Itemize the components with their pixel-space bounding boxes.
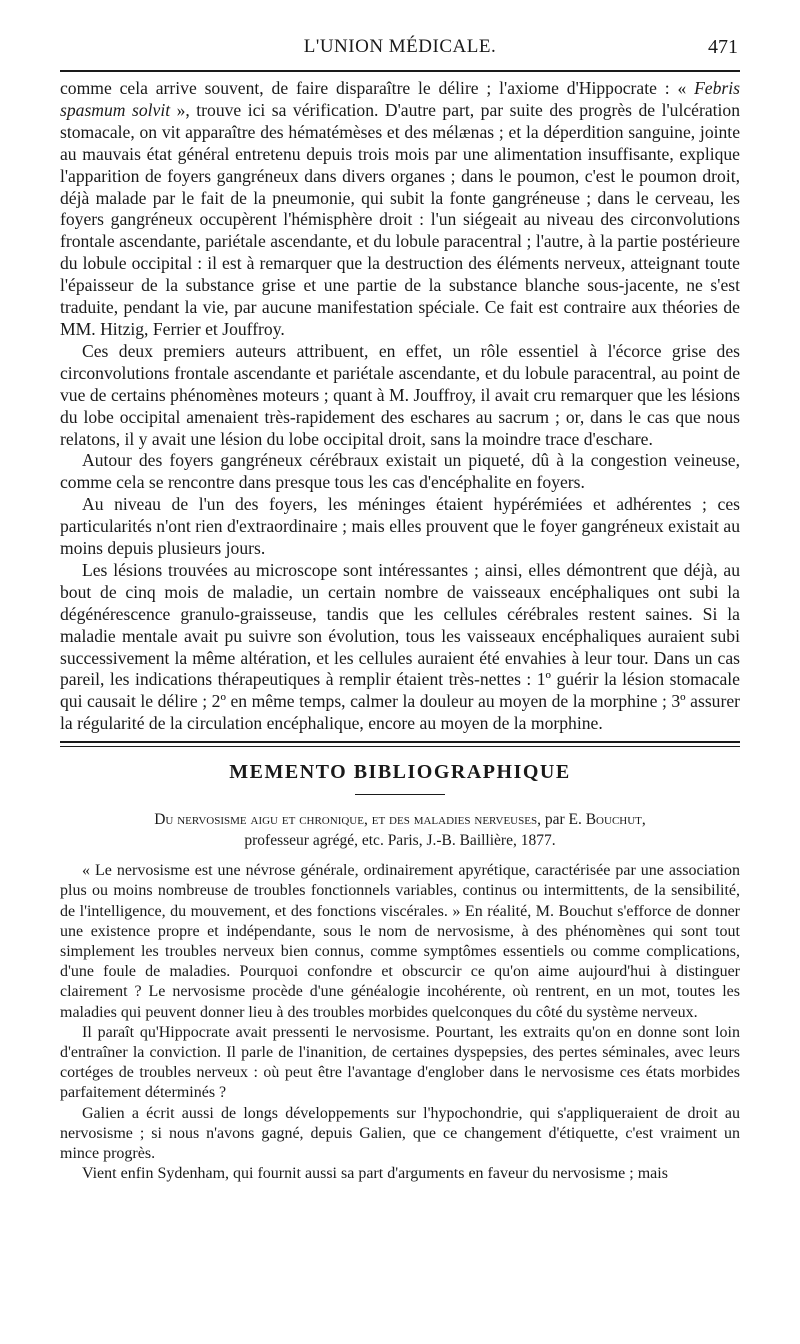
book-title: Du nervosisme aigu et chronique, et des maladies nerveuses, [154, 811, 541, 829]
article-paragraph-1-start: comme cela arrive souvent, de faire disparaître le délire ; l'axiome d'Hippocrate : « [60, 78, 695, 98]
running-header [60, 34, 740, 68]
section-title-rule [355, 794, 445, 795]
article-paragraph-5: Les lésions trouvées au microscope sont intéressantes ; ainsi, elles démontrent que déjà, au bout de cinq mois de maladie, un certain nombre de vaisseaux encéphaliques ont subi la dégénérescence granulo-graisseuse, tandis que les cellules cérébrales restent saines. Si la maladie mentale avait pu suivre son évolution, tous les vaisseaux encéphaliques auraient subi successivement la même altération, et les cellules auraient été envahies à leur tour. Dans un cas pareil, les indications thérapeutiques à remplir étaient très-nettes : 1º guérir la lésion stomacale qui causait le délire ; 2º en même temps, calmer la douleur au moyen de la morphine ; 3º assurer la régularité de la circulation encéphalique, encore au moyen de la morphine. [60, 559, 740, 734]
review-body [60, 861, 740, 1184]
review-paragraph-4: Vient enfin Sydenham, qui fournit aussi sa part d'arguments en faveur du nervosisme ; mais [82, 1165, 668, 1183]
header-rule [60, 70, 740, 72]
journal-page [60, 34, 740, 1184]
section-title: MEMENTO BIBLIOGRAPHIQUE [229, 761, 571, 784]
review-paragraph-3: Galien a écrit aussi de longs développements sur l'hypochondrie, qui s'appliqueraient de droit au nervosisme ; si nous n'avons gagné, depuis Galien, que ce changement d'étiquette, c'est vraiment un mince progrès. [60, 1104, 740, 1163]
section-divider [60, 741, 740, 747]
book-author: E. Bouchut, [568, 811, 646, 829]
book-by: par [540, 811, 569, 829]
article-paragraph-1-end: », trouve ici sa vérification. D'autre part, par suite des progrès de l'ulcération stomacale, on vit apparaître des hématémèses et des mélænas ; et la déperdition sanguine, jointe au mauvais état général entretenu depuis trois mois par une alimentation insuffisante, explique l'apparition de foyers gangréneux dans divers organes ; dans le poumon, c'est le poumon droit, déjà malade par le fait de la pneumonie, qui subit la fonte gangréneuse ; dans le cerveau, les foyers gangréneux occupèrent l'hémisphère droit : l'un siégeait au niveau des circonvolutions frontale ascendante, pariétale ascendante, et du lobule paracentral ; l'autre, à la partie postérieure du lobule occipital : il est à remarquer que la destruction des éléments nerveux, atteignant toute l'épaisseur de la substance grise et une partie de la substance blanche sous-jacente, ne s'est traduite, pendant la vie, par aucune manifestation spéciale. Ce fait est contraire aux théories de MM. Hitzig, Ferrier et Jouffroy. [60, 99, 740, 339]
review-paragraph-1: « Le nervosisme est une névrose générale, ordinairement apyrétique, caractérisée par une association plus ou moins nombreuse de troubles fonctionnels variables, continus ou intermittents, de la sensibilité, de l'intelligence, du mouvement, et des fonctions viscérales. » En réalité, M. Bouchut s'efforce de donner une existence propre et indépendante, sous le nom de nervosisme, à des phénomènes qui sont tout simplement les troubles nerveux bien connus, comme symptômes essentiels ou comme complications, d'une foule de maladies. Pourquoi confondre et obscurcir ce qu'on aime aujourd'hui à distinguer clairement ? Le nervosisme procède d'une généalogie incohérente, où rentrent, en un mot, toutes les maladies qui peuvent donner lieu à des troubles morbides quelconques du côté du système nerveux. [60, 862, 740, 1021]
article-paragraph-3: Autour des foyers gangréneux cérébraux existait un piqueté, dû à la congestion veineuse, comme cela se rencontre dans presque tous les cas d'encéphalite en foyers. [60, 450, 740, 493]
article-paragraph-4: Au niveau de l'un des foyers, les méninges étaient hypérémiées et adhérentes ; ces particularités n'ont rien d'extraordinaire ; mais elles prouvent que le foyer gangréneux existait au moins depuis plusieurs jours. [60, 494, 740, 559]
journal-title: L'UNION MÉDICALE. [303, 36, 497, 57]
article-body [60, 78, 740, 735]
review-paragraph-2: Il paraît qu'Hippocrate avait pressenti le nervosisme. Pourtant, les extraits qu'on en donne sont loin d'entraîner la conviction. Il parle de l'inanition, de certaines dyspepsies, des pertes séminales, avec leurs cortéges de troubles nerveux : où peut être l'avantage d'englober dans le nervosisme ces états morbides parfaitement déterminés ? [60, 1023, 740, 1102]
page-number: 471 [708, 36, 738, 58]
book-reference [60, 809, 740, 851]
book-details: professeur agrégé, etc. Paris, J.-B. Baillière, 1877. [244, 832, 556, 850]
latin-quote: Febris spasmum solvit [60, 78, 740, 120]
article-paragraph-2: Ces deux premiers auteurs attribuent, en effet, un rôle essentiel à l'écorce grise des circonvolutions frontale ascendante et pariétale ascendante, et du lobule paracentral, au point de vue de certains phénomènes moteurs ; quant à M. Jouffroy, il avait cru remarquer que les lésions du lobe occipital amenaient très-rapidement des eschares au sacrum ; or, dans le cas que nous relatons, il y avait une lésion du lobe occipital droit, sans la moindre trace d'eschare. [60, 340, 740, 449]
article-paragraph-1 [60, 78, 740, 341]
